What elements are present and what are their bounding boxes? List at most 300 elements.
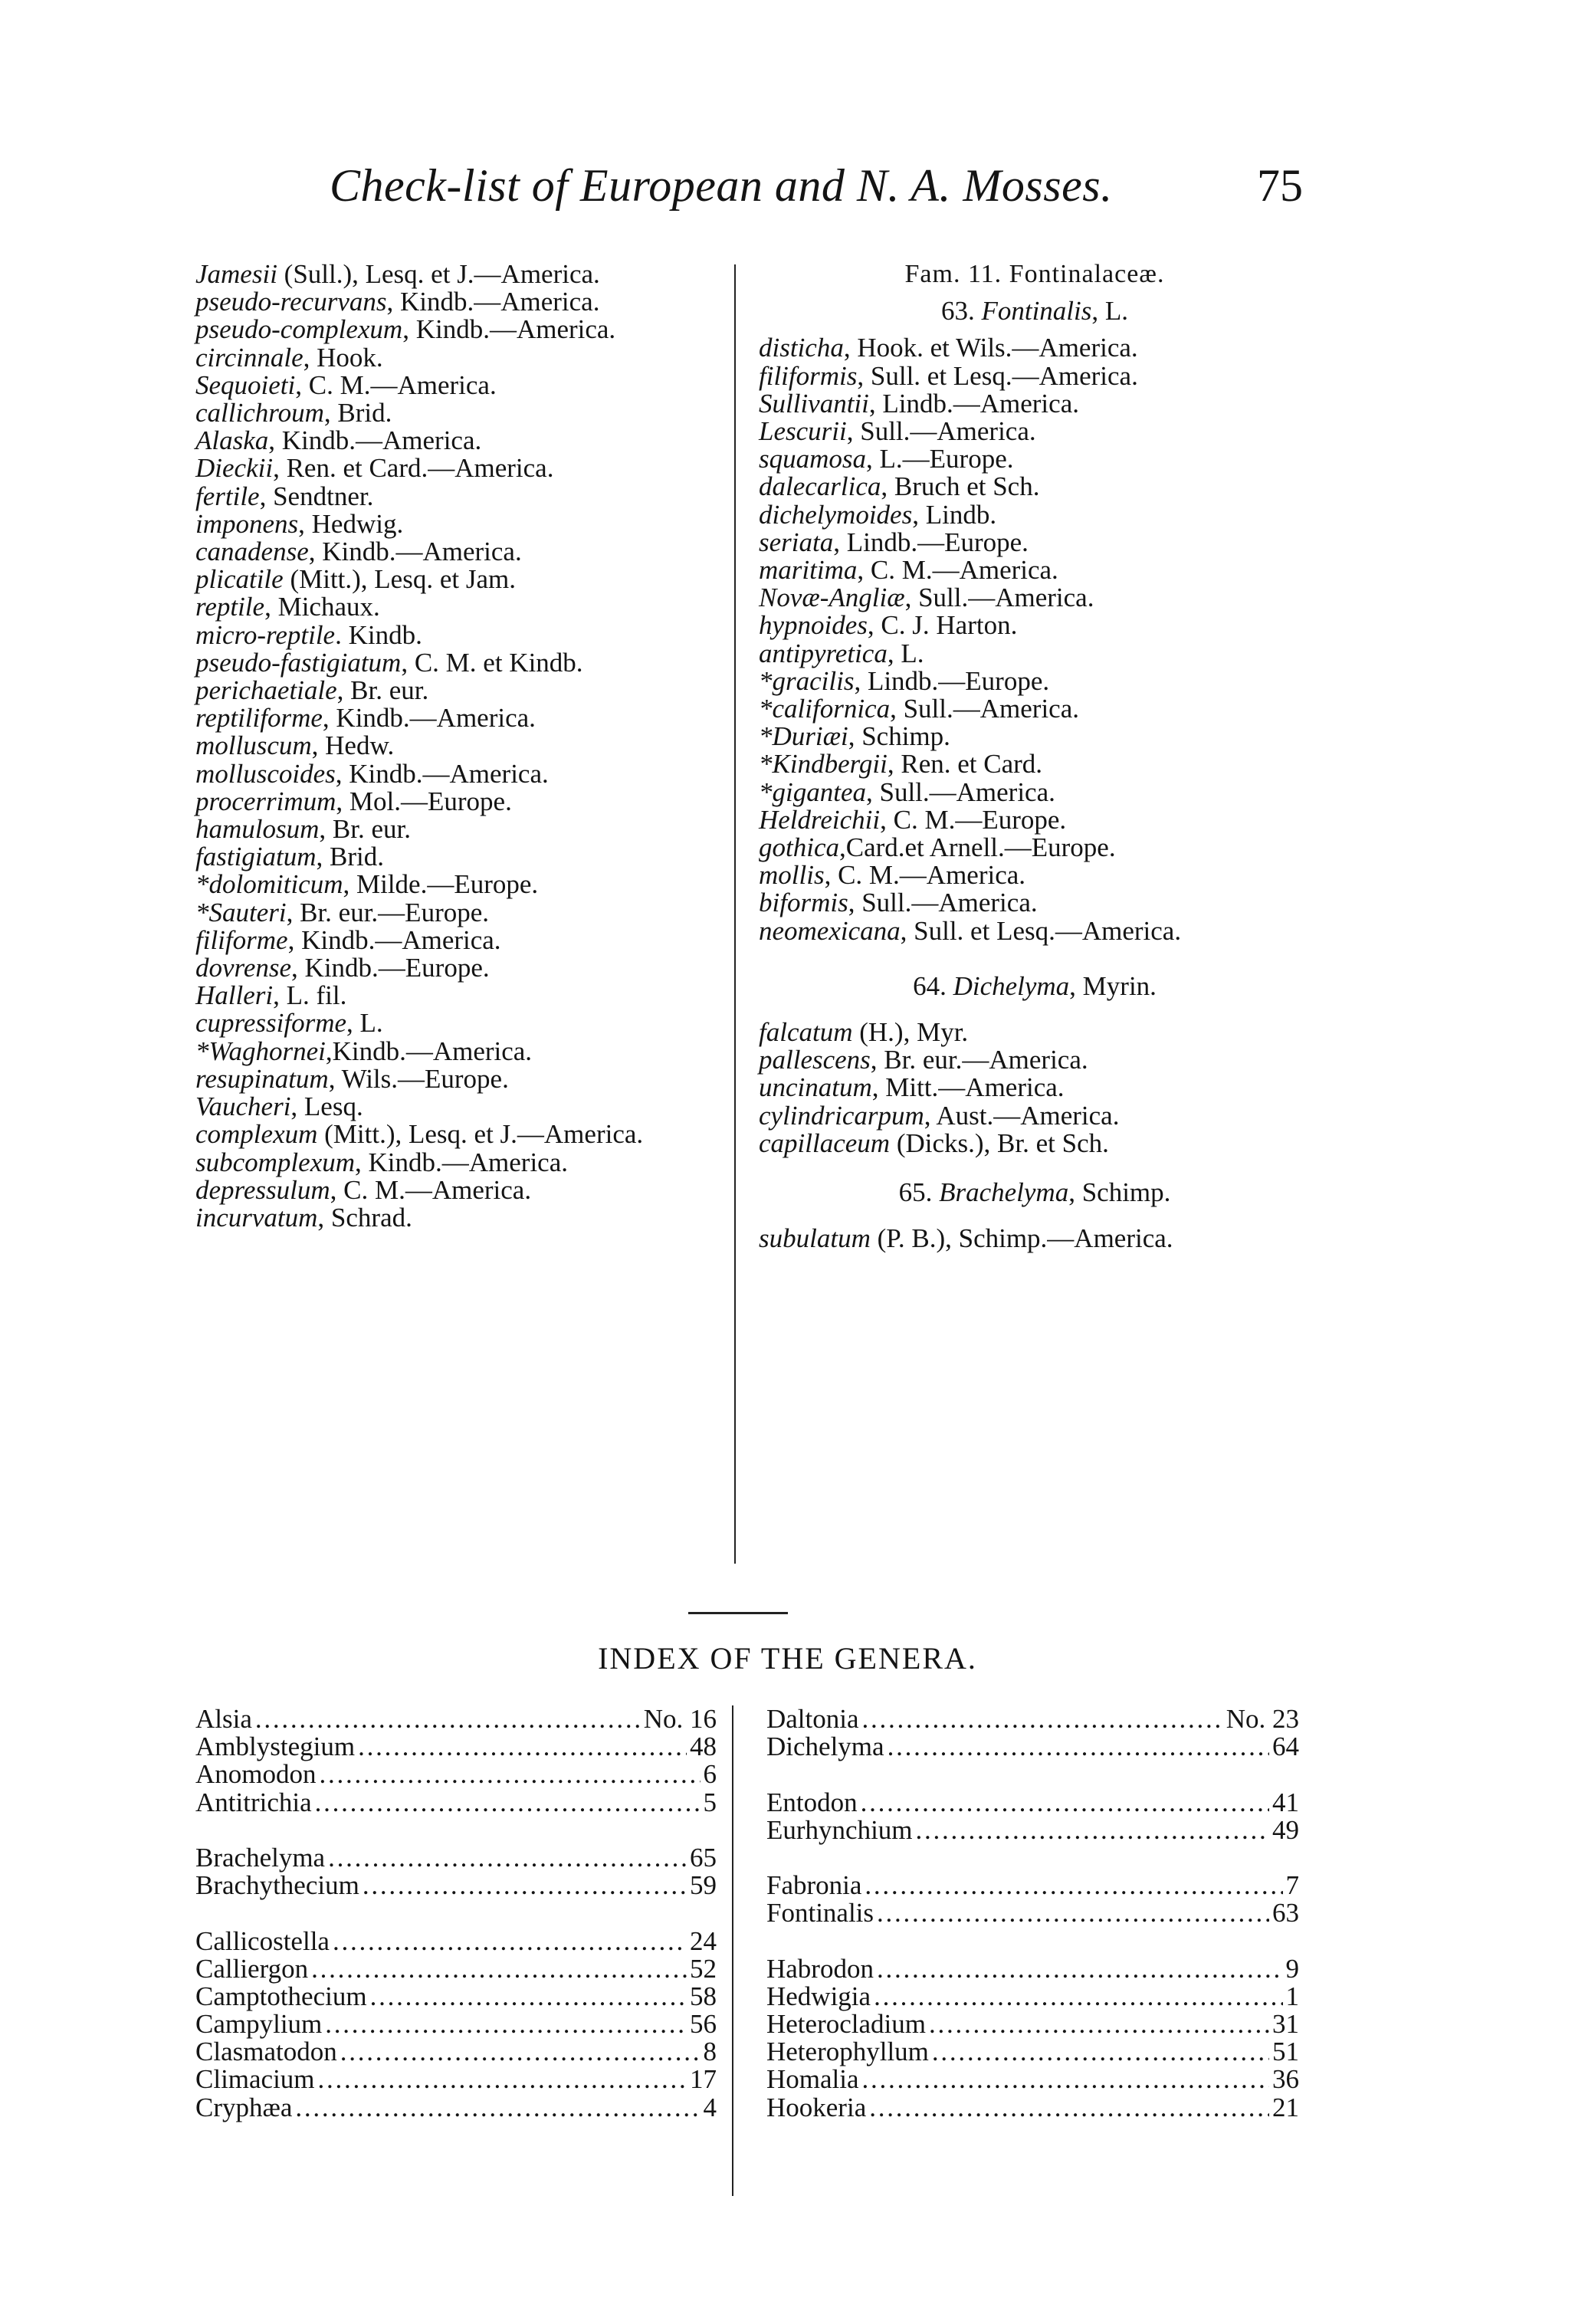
species-name: squamosa	[759, 444, 867, 474]
species-name: Vaucheri	[195, 1091, 291, 1122]
index-gap	[766, 1928, 1299, 1955]
species-entry	[759, 723, 1311, 750]
species-authority: ,Kindb.—America.	[325, 1036, 533, 1066]
species-authority: , Kindb.—America.	[386, 287, 600, 317]
species-name: fertile	[195, 481, 260, 511]
genus-heading-65	[759, 1179, 1311, 1206]
species-authority: , L.—Europe.	[866, 444, 1014, 474]
section-rule	[688, 1612, 788, 1614]
leader-dots	[320, 1761, 701, 1788]
species-entry	[195, 1121, 724, 1148]
species-entry	[195, 288, 724, 316]
species-name: dalecarlica	[759, 471, 881, 502]
index-genus-name: Antitrichia	[195, 1787, 312, 1817]
species-authority: , Br. eur.	[319, 814, 411, 845]
leader-dots	[862, 1705, 1223, 1733]
species-authority: , Kindb.—America.	[322, 703, 536, 734]
species-authority: , Kindb.—America.	[335, 758, 549, 789]
index-genus-name: Heterocladium	[766, 2009, 926, 2040]
index-genus-number: 17	[690, 2064, 717, 2095]
index-genus-number: 64	[1272, 1732, 1299, 1762]
species-name: cylindricarpum	[759, 1100, 924, 1131]
index-genus-name: Eurhynchium	[766, 1814, 913, 1845]
species-name: falcatum	[759, 1017, 853, 1048]
species-authority: , C. M.—Europe.	[880, 804, 1067, 835]
species-entry	[195, 732, 724, 760]
index-row	[195, 1955, 717, 1983]
species-entry	[759, 806, 1311, 834]
index-genus-number: 8	[703, 2037, 717, 2067]
species-authority: (Mitt.), Lesq. et Jam.	[283, 564, 516, 595]
species-name: imponens	[195, 508, 299, 539]
species-name: gothica	[759, 832, 839, 863]
species-entry	[195, 649, 724, 677]
species-entry	[759, 834, 1311, 862]
species-authority: (P. B.), Schimp.—America.	[870, 1223, 1173, 1254]
index-row	[195, 2038, 717, 2066]
species-authority: , Lindb.—America.	[868, 388, 1079, 419]
leader-dots	[255, 1705, 641, 1733]
species-name: dichelymoides	[759, 499, 913, 530]
species-entry	[195, 760, 724, 788]
index-row	[195, 1789, 717, 1817]
species-entry	[195, 871, 724, 898]
species-entry	[195, 344, 724, 372]
species-entry	[759, 1225, 1311, 1252]
index-gap	[195, 1817, 717, 1844]
species-entry	[759, 1074, 1311, 1101]
index-genus-number: 58	[690, 1981, 717, 2011]
species-entry	[759, 695, 1311, 723]
species-authority: , C. M.—America.	[330, 1174, 532, 1205]
species-entry	[759, 1130, 1311, 1157]
species-name: maritima	[759, 555, 858, 586]
index-genus-name: Clasmatodon	[195, 2037, 337, 2067]
leader-dots	[877, 1955, 1283, 1983]
species-entry	[759, 862, 1311, 889]
index-row	[766, 2011, 1299, 2038]
species-entry	[195, 899, 724, 927]
species-authority: , C. M.—America.	[295, 369, 497, 400]
species-entry	[759, 612, 1311, 639]
genus-name: Fontinalis	[981, 296, 1092, 327]
species-authority: , Br. eur.	[336, 675, 429, 706]
index-genus-number: 51	[1272, 2037, 1299, 2067]
species-entry	[195, 1065, 724, 1093]
index-genus-number: 65	[690, 1842, 717, 1873]
species-entry	[759, 917, 1311, 945]
index-genus-number: 48	[690, 1732, 717, 1762]
leader-dots	[370, 1983, 687, 2011]
species-entry	[195, 316, 724, 343]
species-authority: , Ren. et Card.	[887, 749, 1043, 780]
index-right-column	[766, 1705, 1299, 2122]
species-name: Dieckii	[195, 453, 274, 484]
index-row	[766, 2038, 1299, 2066]
leader-dots	[888, 1733, 1269, 1761]
species-name: subcomplexum	[195, 1147, 356, 1177]
species-entry	[195, 566, 724, 593]
species-authority: , Br. eur.—America.	[870, 1045, 1088, 1075]
index-row	[766, 2066, 1299, 2093]
species-name: pseudo-fastigiatum	[195, 647, 402, 678]
species-entry	[195, 788, 724, 816]
species-entry	[195, 619, 724, 650]
species-authority: , Bruch et Sch.	[881, 471, 1040, 502]
leader-dots	[865, 1872, 1282, 1899]
species-name: molluscoides	[195, 758, 336, 789]
species-authority: , Schimp.	[848, 721, 950, 752]
index-genus-number: 24	[690, 1925, 717, 1956]
index-left-column	[195, 1705, 717, 2122]
index-row	[195, 1733, 717, 1761]
genus-number: 63.	[940, 296, 975, 327]
genus-heading-63	[759, 297, 1311, 325]
species-authority: , Kindb.—America.	[268, 425, 482, 456]
species-name: *Waghornei	[195, 1036, 326, 1066]
species-list-65	[759, 1225, 1311, 1252]
species-name: mollis	[759, 860, 825, 891]
family-heading: Fam. 11. Fontinalaceæ.	[904, 260, 1165, 288]
index-genus-name: Dichelyma	[766, 1732, 884, 1762]
index-genus-name: Homalia	[766, 2064, 859, 2095]
species-entry	[759, 473, 1311, 501]
species-entry	[195, 483, 724, 510]
species-name: canadense	[195, 537, 309, 567]
species-entry	[195, 843, 724, 871]
species-authority: , Sull.—America.	[904, 583, 1094, 613]
species-name: capillaceum	[759, 1128, 891, 1158]
leader-dots	[916, 1817, 1269, 1844]
species-name: resupinatum	[195, 1063, 329, 1094]
species-name: *gracilis	[759, 665, 855, 696]
species-name: pseudo-recurvans	[195, 287, 387, 317]
species-list-63	[759, 334, 1311, 944]
species-name: Halleri	[195, 980, 274, 1011]
index-row	[195, 1925, 717, 1956]
species-entry	[759, 556, 1311, 584]
species-name: Alaska	[195, 425, 269, 456]
species-entry	[195, 538, 724, 566]
index-row	[766, 1872, 1299, 1899]
species-entry	[759, 360, 1311, 391]
index-genus-name: Entodon	[766, 1787, 858, 1817]
species-name: *californica	[759, 694, 891, 724]
index-gap	[195, 1899, 717, 1927]
species-name: Lescurii	[759, 416, 847, 447]
index-row	[766, 1705, 1299, 1733]
species-entry	[195, 982, 724, 1009]
leader-dots	[311, 1955, 687, 1983]
species-entry	[195, 1149, 724, 1177]
species-list-64	[759, 1019, 1311, 1157]
species-entry	[759, 529, 1311, 556]
species-entry	[759, 334, 1311, 362]
index-genus-number: 9	[1285, 1953, 1299, 1984]
species-entry	[195, 1093, 724, 1121]
index-genus-number: 59	[690, 1870, 717, 1901]
species-authority: , C. J. Harton.	[867, 610, 1018, 641]
species-name: filiformis	[759, 360, 858, 391]
species-authority: , Sull.—America.	[846, 416, 1036, 447]
species-authority: . Kindb.	[335, 619, 422, 650]
index-row	[195, 2011, 717, 2038]
index-genus-name: Brachythecium	[195, 1870, 359, 1901]
index-genus-name: Brachelyma	[195, 1842, 326, 1873]
species-entry	[195, 1009, 724, 1037]
species-authority: , Sull. et Lesq.—America.	[857, 360, 1138, 391]
species-entry	[195, 1204, 724, 1232]
index-genus-name: Hedwigia	[766, 1981, 871, 2011]
species-authority: (H.), Myr.	[852, 1017, 969, 1048]
index-genus-name: Calliergon	[195, 1953, 309, 1984]
species-entry	[195, 816, 724, 843]
species-entry	[195, 399, 724, 427]
species-entry	[195, 1038, 724, 1065]
leader-dots	[862, 2066, 1269, 2093]
index-row	[766, 1983, 1299, 2011]
species-name: uncinatum	[759, 1072, 872, 1103]
species-entry	[759, 390, 1311, 418]
species-name: *Kindbergii	[759, 749, 888, 780]
species-entry	[759, 889, 1311, 917]
index-row	[766, 1733, 1299, 1761]
species-authority: , Mitt.—America.	[871, 1072, 1065, 1103]
species-entry	[195, 510, 724, 538]
species-name: antipyretica	[759, 638, 888, 668]
index-genus-name: Climacium	[195, 2064, 315, 2095]
species-authority: (Sull.), Lesq. et J.—America.	[277, 259, 600, 289]
index-genus-name: Callicostella	[195, 1925, 330, 1956]
leader-dots	[877, 1899, 1269, 1927]
species-name: micro-reptile	[195, 619, 336, 650]
checklist-left-column	[195, 261, 724, 1232]
leader-dots	[869, 2094, 1269, 2122]
index-genus-number: No. 16	[643, 1704, 717, 1734]
species-authority: , Sull. et Lesq.—America.	[900, 915, 1182, 946]
species-authority: , Kindb.—America.	[287, 924, 501, 955]
species-entry	[759, 640, 1311, 668]
species-authority: , Hedwig.	[298, 508, 404, 539]
species-name: *gigantea	[759, 776, 866, 807]
genus-name: Brachelyma	[939, 1177, 1069, 1208]
species-name: Novæ-Angliæ	[759, 583, 905, 613]
species-name: Sequoieti	[195, 369, 296, 400]
leader-dots	[325, 2011, 687, 2038]
index-row	[766, 1789, 1299, 1817]
species-name: hamulosum	[195, 814, 320, 845]
species-authority: , Kindb.—America.	[308, 537, 522, 567]
index-genus-number: 41	[1272, 1787, 1299, 1817]
index-genus-name: Campylium	[195, 2009, 323, 2040]
species-entry	[195, 261, 724, 288]
page-header	[330, 159, 1303, 228]
species-name: Sullivantii	[759, 388, 869, 419]
index-row	[766, 1955, 1299, 1983]
index-genus-name: Alsia	[195, 1704, 252, 1734]
species-entry	[195, 593, 724, 621]
species-name: seriata	[759, 527, 834, 557]
species-name: *Sauteri	[195, 897, 287, 927]
species-authority: , Schrad.	[317, 1202, 412, 1233]
index-genus-name: Fontinalis	[766, 1898, 874, 1928]
species-entry	[759, 776, 1311, 807]
species-name: perichaetiale	[195, 675, 337, 706]
index-gap	[766, 1761, 1299, 1788]
species-authority: , Lindb.	[912, 499, 997, 530]
index-genus-number: 63	[1272, 1898, 1299, 1928]
leader-dots	[932, 2038, 1269, 2066]
species-name: plicatile	[195, 564, 284, 595]
index-row	[195, 1705, 717, 1733]
species-entry	[195, 677, 724, 704]
index-row	[195, 1844, 717, 1872]
leader-dots	[874, 1983, 1282, 2011]
species-authority: , C. M. et Kindb.	[401, 647, 583, 678]
species-name: filiforme	[195, 924, 288, 955]
index-row	[195, 1872, 717, 1899]
index-genus-number: 56	[690, 2009, 717, 2040]
species-entry	[759, 1019, 1311, 1046]
index-genus-number: 21	[1272, 2092, 1299, 2122]
species-authority: , Hook. et Wils.—America.	[843, 333, 1138, 363]
leader-dots	[328, 1844, 687, 1872]
index-genus-number: 49	[1272, 1814, 1299, 1845]
index-genus-name: Daltonia	[766, 1704, 859, 1734]
species-authority: , Ren. et Card.—America.	[273, 453, 554, 484]
genus-heading-64	[759, 970, 1311, 1001]
species-entry	[195, 455, 724, 482]
species-name: depressulum	[195, 1174, 330, 1205]
index-genus-name: Hookeria	[766, 2092, 867, 2122]
index-row	[195, 2094, 717, 2122]
index-title: INDEX OF THE GENERA.	[598, 1641, 977, 1676]
index-genus-name: Amblystegium	[195, 1732, 356, 1762]
species-name: cupressiforme	[195, 1008, 347, 1039]
species-authority: , L.	[346, 1008, 383, 1039]
index-genus-number: 7	[1285, 1870, 1299, 1901]
species-name: *Duriæi	[759, 721, 848, 752]
index-genus-name: Camptothecium	[195, 1981, 367, 2011]
species-authority: , C. M.—America.	[824, 860, 1026, 891]
genus-author: , Schimp.	[1068, 1177, 1171, 1208]
species-authority: , Sull.—America.	[848, 888, 1038, 918]
index-gap	[766, 1844, 1299, 1872]
genus-author: , L.	[1091, 296, 1129, 327]
species-name: pallescens	[759, 1045, 871, 1075]
species-name: dovrense	[195, 953, 292, 983]
species-authority: , L. fil.	[273, 980, 347, 1011]
page-number: 75	[1257, 160, 1303, 211]
species-name: *dolomiticum	[195, 869, 343, 900]
species-name: procerrimum	[195, 786, 336, 816]
index-genus-number: No. 23	[1226, 1704, 1299, 1734]
species-name: biformis	[759, 888, 848, 918]
species-name: reptile	[195, 592, 265, 622]
species-entry	[195, 924, 724, 955]
genus-author: , Myrin.	[1069, 970, 1157, 1001]
species-entry	[195, 704, 724, 732]
species-name: pseudo-complexum	[195, 314, 403, 345]
index-genus-number: 4	[703, 2092, 717, 2122]
species-authority: (Mitt.), Lesq. et J.—America.	[317, 1119, 644, 1150]
species-authority: ,Card.et Arnell.—Europe.	[838, 832, 1116, 863]
species-name: callichroum	[195, 398, 324, 428]
running-title: Check-list of European and N. A. Mosses.	[330, 160, 1113, 211]
species-authority: , Michaux.	[264, 592, 380, 622]
leader-dots	[358, 1733, 687, 1761]
species-authority: , Sendtner.	[259, 481, 374, 511]
column-divider	[734, 264, 736, 1564]
index-row	[195, 2066, 717, 2093]
species-authority: , L.	[887, 638, 924, 668]
species-authority: , Sull.—America.	[890, 694, 1079, 724]
leader-dots	[315, 1789, 701, 1817]
index-genus-number: 1	[1285, 1981, 1299, 2011]
species-authority: , Brid.	[316, 842, 385, 872]
species-authority: , Brid.	[323, 398, 392, 428]
species-entry	[759, 445, 1311, 473]
species-authority: , Milde.—Europe.	[343, 869, 539, 900]
index-row	[195, 1983, 717, 2011]
species-entry	[759, 1046, 1311, 1074]
species-entry	[759, 584, 1311, 612]
species-authority: , Wils.—Europe.	[328, 1063, 509, 1094]
species-authority: , Hedw.	[311, 730, 395, 761]
species-entry	[195, 369, 724, 400]
leader-dots	[861, 1789, 1269, 1817]
leader-dots	[295, 2094, 700, 2122]
index-genus-name: Cryphæa	[195, 2092, 293, 2122]
species-authority: , Aust.—America.	[924, 1100, 1120, 1131]
species-entry	[195, 1174, 724, 1205]
index-genus-number: 5	[703, 1787, 717, 1817]
species-authority: , Kindb.—America.	[402, 314, 616, 345]
species-authority: (Dicks.), Br. et Sch.	[890, 1128, 1109, 1158]
species-name: subulatum	[759, 1223, 871, 1254]
species-entry	[759, 418, 1311, 445]
index-genus-name: Heterophyllum	[766, 2037, 929, 2067]
species-authority: , Kindb.—America.	[355, 1147, 568, 1177]
species-entry	[195, 954, 724, 982]
species-authority: , Kindb.—Europe.	[291, 953, 490, 983]
species-entry	[759, 1102, 1311, 1130]
genus-number: 64.	[913, 970, 947, 1001]
leader-dots	[318, 2066, 687, 2093]
species-name: disticha	[759, 333, 844, 363]
index-row	[766, 1814, 1299, 1845]
species-name: molluscum	[195, 730, 312, 761]
species-name: incurvatum	[195, 1202, 318, 1233]
index-row	[195, 1761, 717, 1788]
species-authority: , Lesq.	[290, 1091, 363, 1122]
species-name: Heldreichii	[759, 804, 881, 835]
species-name: fastigiatum	[195, 842, 317, 872]
species-authority: , Mol.—Europe.	[336, 786, 512, 816]
species-name: hypnoides	[759, 610, 868, 641]
index-genus-number: 52	[690, 1953, 717, 1984]
species-name: reptiliforme	[195, 703, 323, 734]
index-genus-number: 6	[703, 1759, 717, 1790]
species-entry	[759, 750, 1311, 778]
index-column-divider	[732, 1705, 733, 2196]
index-row	[766, 1899, 1299, 1927]
species-name: circinnale	[195, 342, 304, 373]
species-name: complexum	[195, 1119, 318, 1150]
index-row	[766, 2094, 1299, 2122]
leader-dots	[333, 1928, 687, 1955]
species-authority: , Hook.	[303, 342, 383, 373]
